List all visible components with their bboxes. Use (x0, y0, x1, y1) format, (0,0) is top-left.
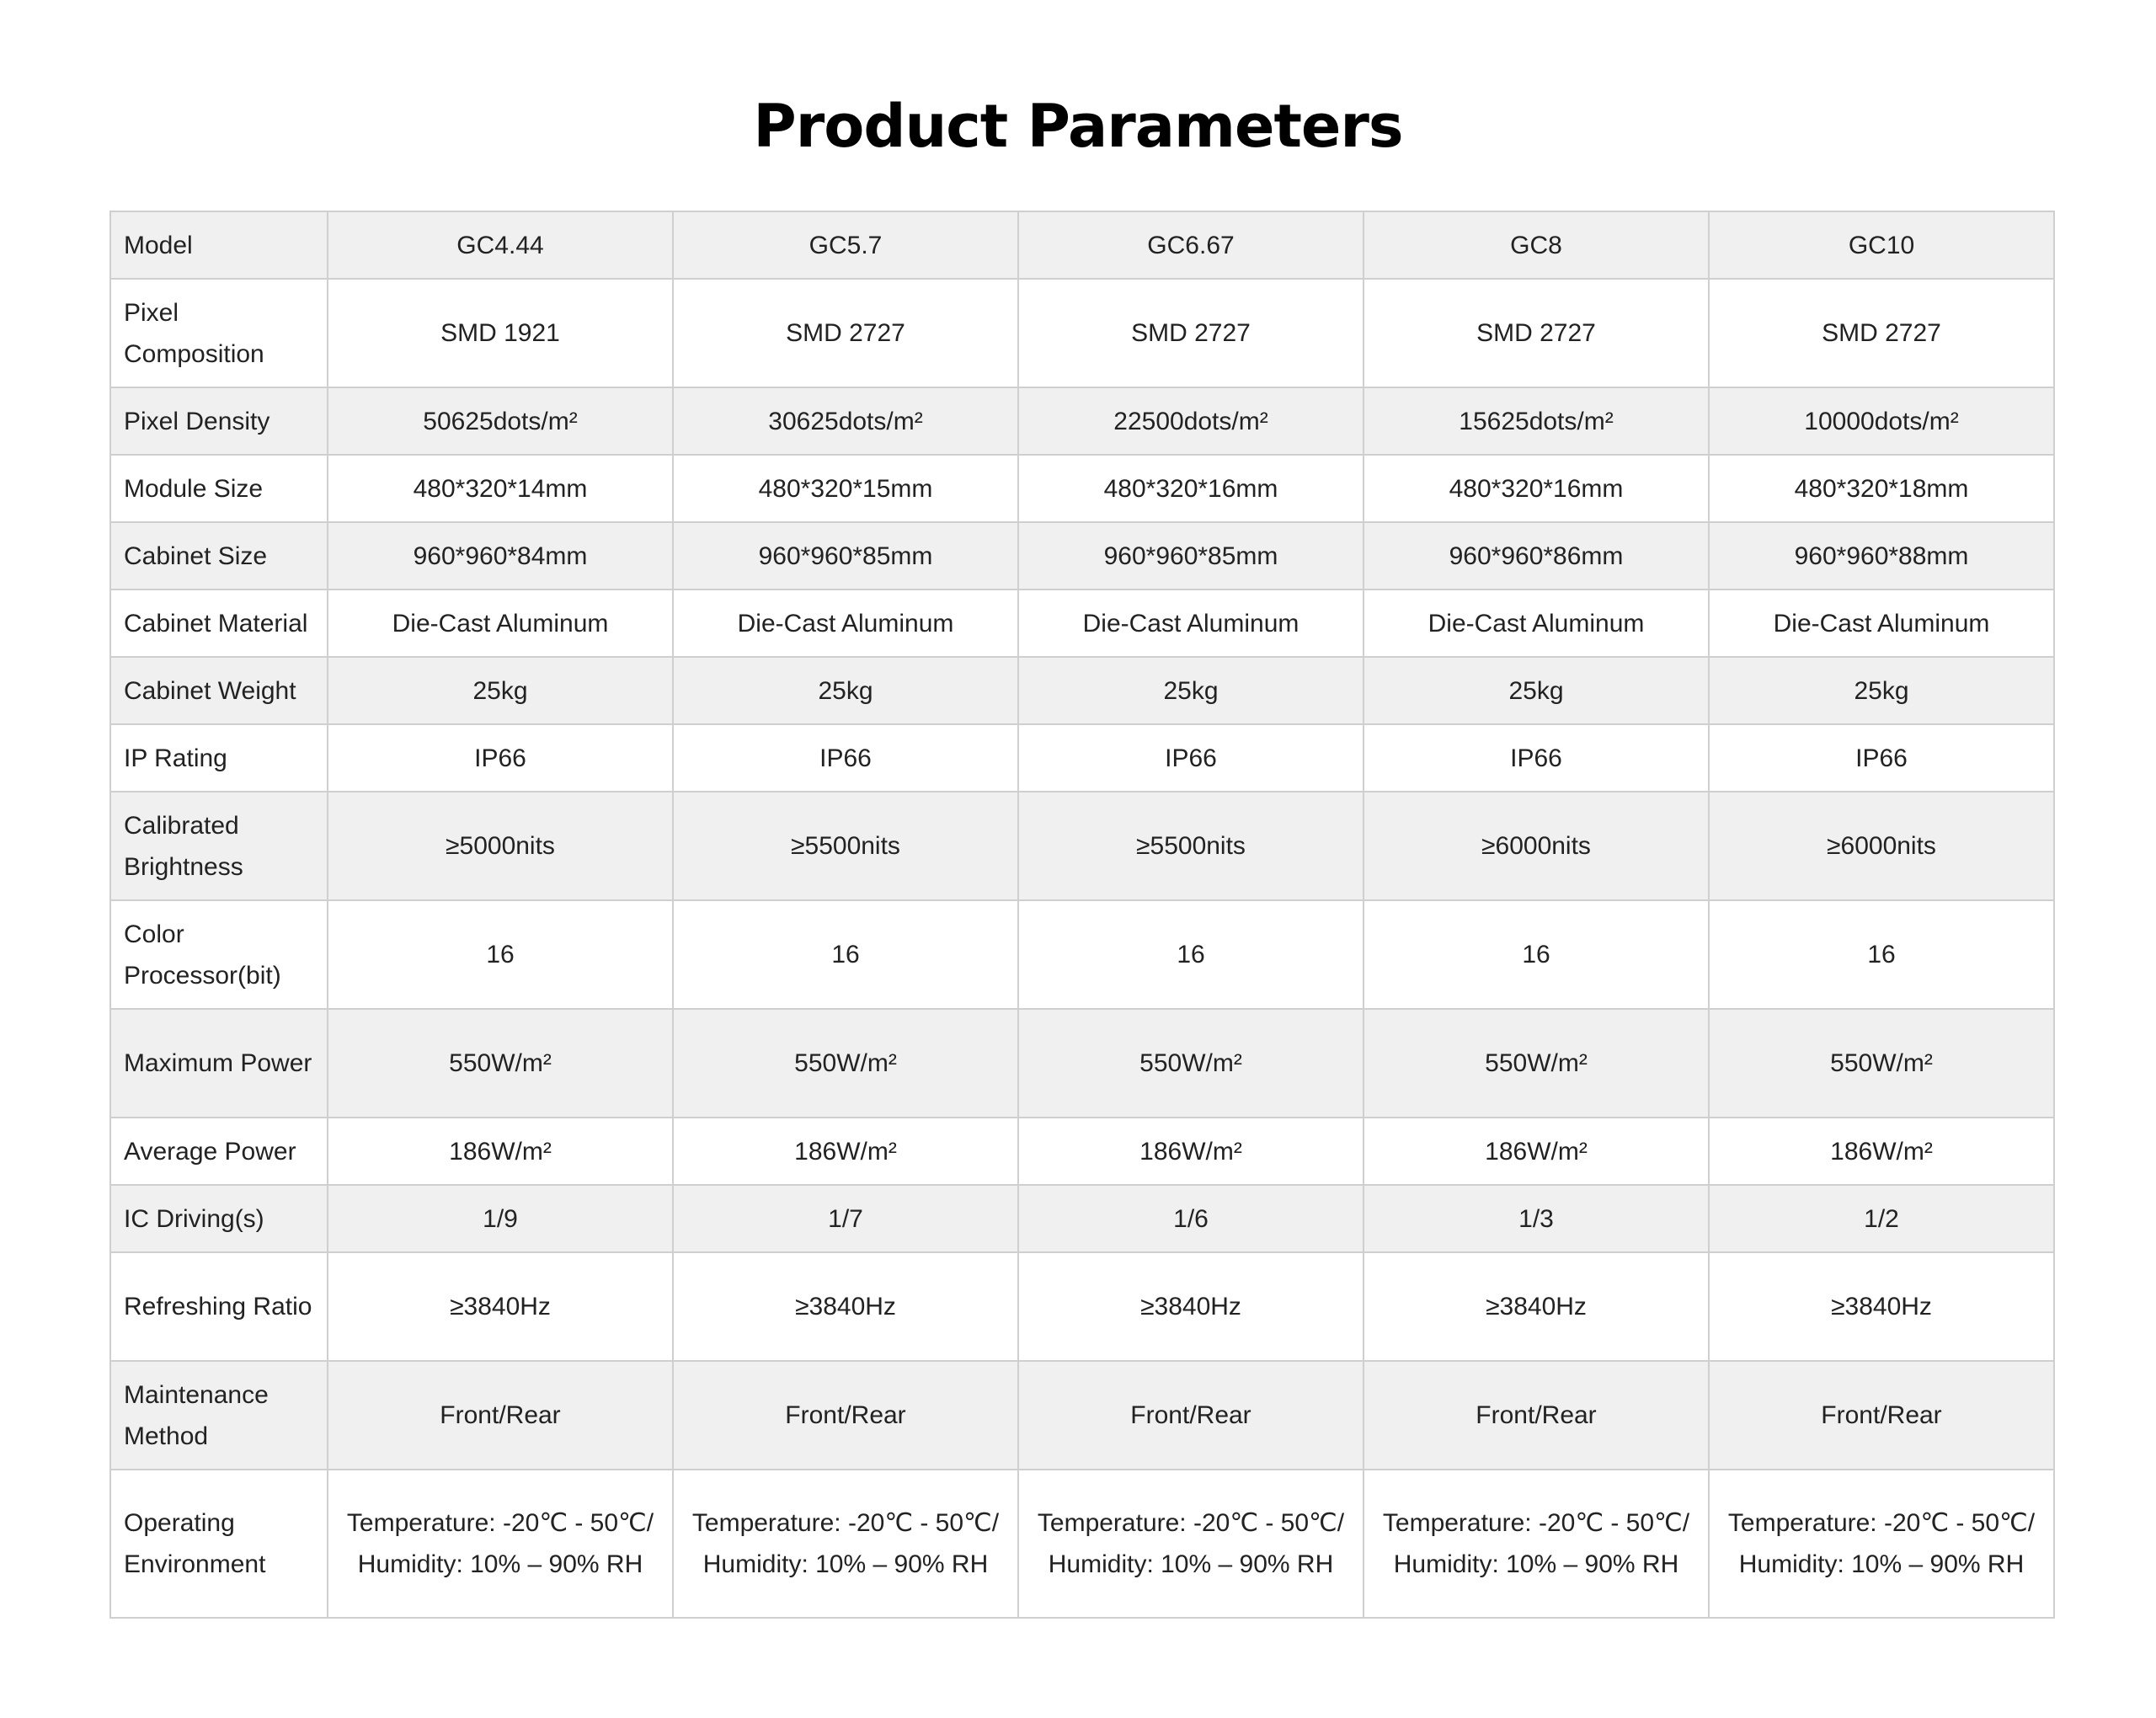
row-label: Maximum Power (110, 1009, 328, 1118)
row-label: Cabinet Size (110, 522, 328, 590)
table-row-average-power (110, 1118, 2054, 1185)
row-label: Average Power (110, 1118, 328, 1185)
table-cell: ≥5500nits (1018, 792, 1364, 900)
table-row-cabinet-size (110, 522, 2054, 590)
table-cell: 186W/m² (328, 1118, 673, 1185)
table-cell: 960*960*85mm (1018, 522, 1364, 590)
page-title: Product Parameters (753, 92, 1403, 161)
table-row-ic-driving (110, 1185, 2054, 1252)
table-cell: 550W/m² (1364, 1009, 1709, 1118)
table-cell: ≥5500nits (673, 792, 1018, 900)
table-cell: 25kg (1709, 657, 2054, 724)
table-cell: Die-Cast Aluminum (1709, 590, 2054, 657)
table-cell: 22500dots/m² (1018, 387, 1364, 455)
row-label: Pixel Composition (110, 279, 328, 387)
table-cell: IP66 (1709, 724, 2054, 792)
table-row-module-size (110, 455, 2054, 522)
table-cell: 960*960*88mm (1709, 522, 2054, 590)
table-row-maintenance-method (110, 1361, 2054, 1470)
table-cell: 50625dots/m² (328, 387, 673, 455)
table-cell: SMD 2727 (673, 279, 1018, 387)
table-row-calibrated-brightness (110, 792, 2054, 900)
table-cell: 15625dots/m² (1364, 387, 1709, 455)
table-cell: IP66 (1364, 724, 1709, 792)
table-cell: 1/6 (1018, 1185, 1364, 1252)
table-cell: SMD 2727 (1364, 279, 1709, 387)
table-cell: ≥3840Hz (1364, 1252, 1709, 1361)
table-cell: 550W/m² (1018, 1009, 1364, 1118)
table-cell: 550W/m² (673, 1009, 1018, 1118)
table-cell: SMD 2727 (1018, 279, 1364, 387)
table-cell: ≥6000nits (1364, 792, 1709, 900)
row-label: Pixel Density (110, 387, 328, 455)
table-cell: Temperature: -20℃ - 50℃/ Humidity: 10% – 90% RH (328, 1470, 673, 1618)
table-cell: 1/7 (673, 1185, 1018, 1252)
row-label: Calibrated Brightness (110, 792, 328, 900)
table-cell: 480*320*16mm (1018, 455, 1364, 522)
row-label: Cabinet Weight (110, 657, 328, 724)
table-cell: 960*960*85mm (673, 522, 1018, 590)
table-row-cabinet-material (110, 590, 2054, 657)
table-cell: IP66 (1018, 724, 1364, 792)
table-cell: GC6.67 (1018, 211, 1364, 279)
table-row-cabinet-weight (110, 657, 2054, 724)
table-cell: Front/Rear (1018, 1361, 1364, 1470)
table-cell: ≥3840Hz (1709, 1252, 2054, 1361)
table-row-maximum-power (110, 1009, 2054, 1118)
row-label: Cabinet Material (110, 590, 328, 657)
table-cell: GC10 (1709, 211, 2054, 279)
table-row-operating-environment (110, 1470, 2054, 1618)
table-cell: 25kg (1018, 657, 1364, 724)
table-cell: Die-Cast Aluminum (1364, 590, 1709, 657)
product-parameters-table (109, 211, 2055, 1619)
table-cell: Temperature: -20℃ - 50℃/ Humidity: 10% – 90% RH (673, 1470, 1018, 1618)
table-cell: 960*960*84mm (328, 522, 673, 590)
table-row-refreshing-ratio (110, 1252, 2054, 1361)
table-cell: GC4.44 (328, 211, 673, 279)
table-cell: Die-Cast Aluminum (328, 590, 673, 657)
table-cell: 480*320*18mm (1709, 455, 2054, 522)
table-cell: ≥6000nits (1709, 792, 2054, 900)
table-cell: 16 (328, 900, 673, 1009)
table-cell: Front/Rear (1709, 1361, 2054, 1470)
table-row-ip-rating (110, 724, 2054, 792)
table-cell: ≥3840Hz (673, 1252, 1018, 1361)
table-cell: 186W/m² (673, 1118, 1018, 1185)
table-cell: GC5.7 (673, 211, 1018, 279)
table-cell: GC8 (1364, 211, 1709, 279)
table-cell: IP66 (328, 724, 673, 792)
row-label: Color Processor(bit) (110, 900, 328, 1009)
table-cell: 16 (1018, 900, 1364, 1009)
table-cell: 16 (673, 900, 1018, 1009)
row-label: Refreshing Ratio (110, 1252, 328, 1361)
row-label: IC Driving(s) (110, 1185, 328, 1252)
table-cell: 1/9 (328, 1185, 673, 1252)
table-cell: ≥5000nits (328, 792, 673, 900)
row-label: Operating Environment (110, 1470, 328, 1618)
table-cell: 10000dots/m² (1709, 387, 2054, 455)
table-cell: SMD 2727 (1709, 279, 2054, 387)
table-row-pixel-composition (110, 279, 2054, 387)
table-cell: 550W/m² (328, 1009, 673, 1118)
table-cell: 186W/m² (1709, 1118, 2054, 1185)
table-cell: Die-Cast Aluminum (1018, 590, 1364, 657)
table-cell: 25kg (1364, 657, 1709, 724)
table-row-pixel-density (110, 387, 2054, 455)
table-cell: 25kg (328, 657, 673, 724)
table-cell: 550W/m² (1709, 1009, 2054, 1118)
row-label: Maintenance Method (110, 1361, 328, 1470)
table-cell: Front/Rear (1364, 1361, 1709, 1470)
table-cell: Front/Rear (673, 1361, 1018, 1470)
table-row-color-processor (110, 900, 2054, 1009)
table-cell: 30625dots/m² (673, 387, 1018, 455)
row-label: IP Rating (110, 724, 328, 792)
table-cell: 186W/m² (1018, 1118, 1364, 1185)
table-cell: Temperature: -20℃ - 50℃/ Humidity: 10% – 90% RH (1709, 1470, 2054, 1618)
table-cell: ≥3840Hz (1018, 1252, 1364, 1361)
table-cell: 1/2 (1709, 1185, 2054, 1252)
table-cell: 186W/m² (1364, 1118, 1709, 1185)
table-cell: Die-Cast Aluminum (673, 590, 1018, 657)
table-cell: 480*320*14mm (328, 455, 673, 522)
table-cell: Temperature: -20℃ - 50℃/ Humidity: 10% – 90% RH (1364, 1470, 1709, 1618)
table-cell: IP66 (673, 724, 1018, 792)
table-cell: 480*320*16mm (1364, 455, 1709, 522)
row-label: Model (110, 211, 328, 279)
table-cell: 480*320*15mm (673, 455, 1018, 522)
table-cell: 1/3 (1364, 1185, 1709, 1252)
table-cell: SMD 1921 (328, 279, 673, 387)
table-cell: Front/Rear (328, 1361, 673, 1470)
table-cell: 25kg (673, 657, 1018, 724)
table-cell: Temperature: -20℃ - 50℃/ Humidity: 10% – 90% RH (1018, 1470, 1364, 1618)
table-cell: ≥3840Hz (328, 1252, 673, 1361)
table-row-model (110, 211, 2054, 279)
table-cell: 16 (1364, 900, 1709, 1009)
table-cell: 16 (1709, 900, 2054, 1009)
table-cell: 960*960*86mm (1364, 522, 1709, 590)
row-label: Module Size (110, 455, 328, 522)
